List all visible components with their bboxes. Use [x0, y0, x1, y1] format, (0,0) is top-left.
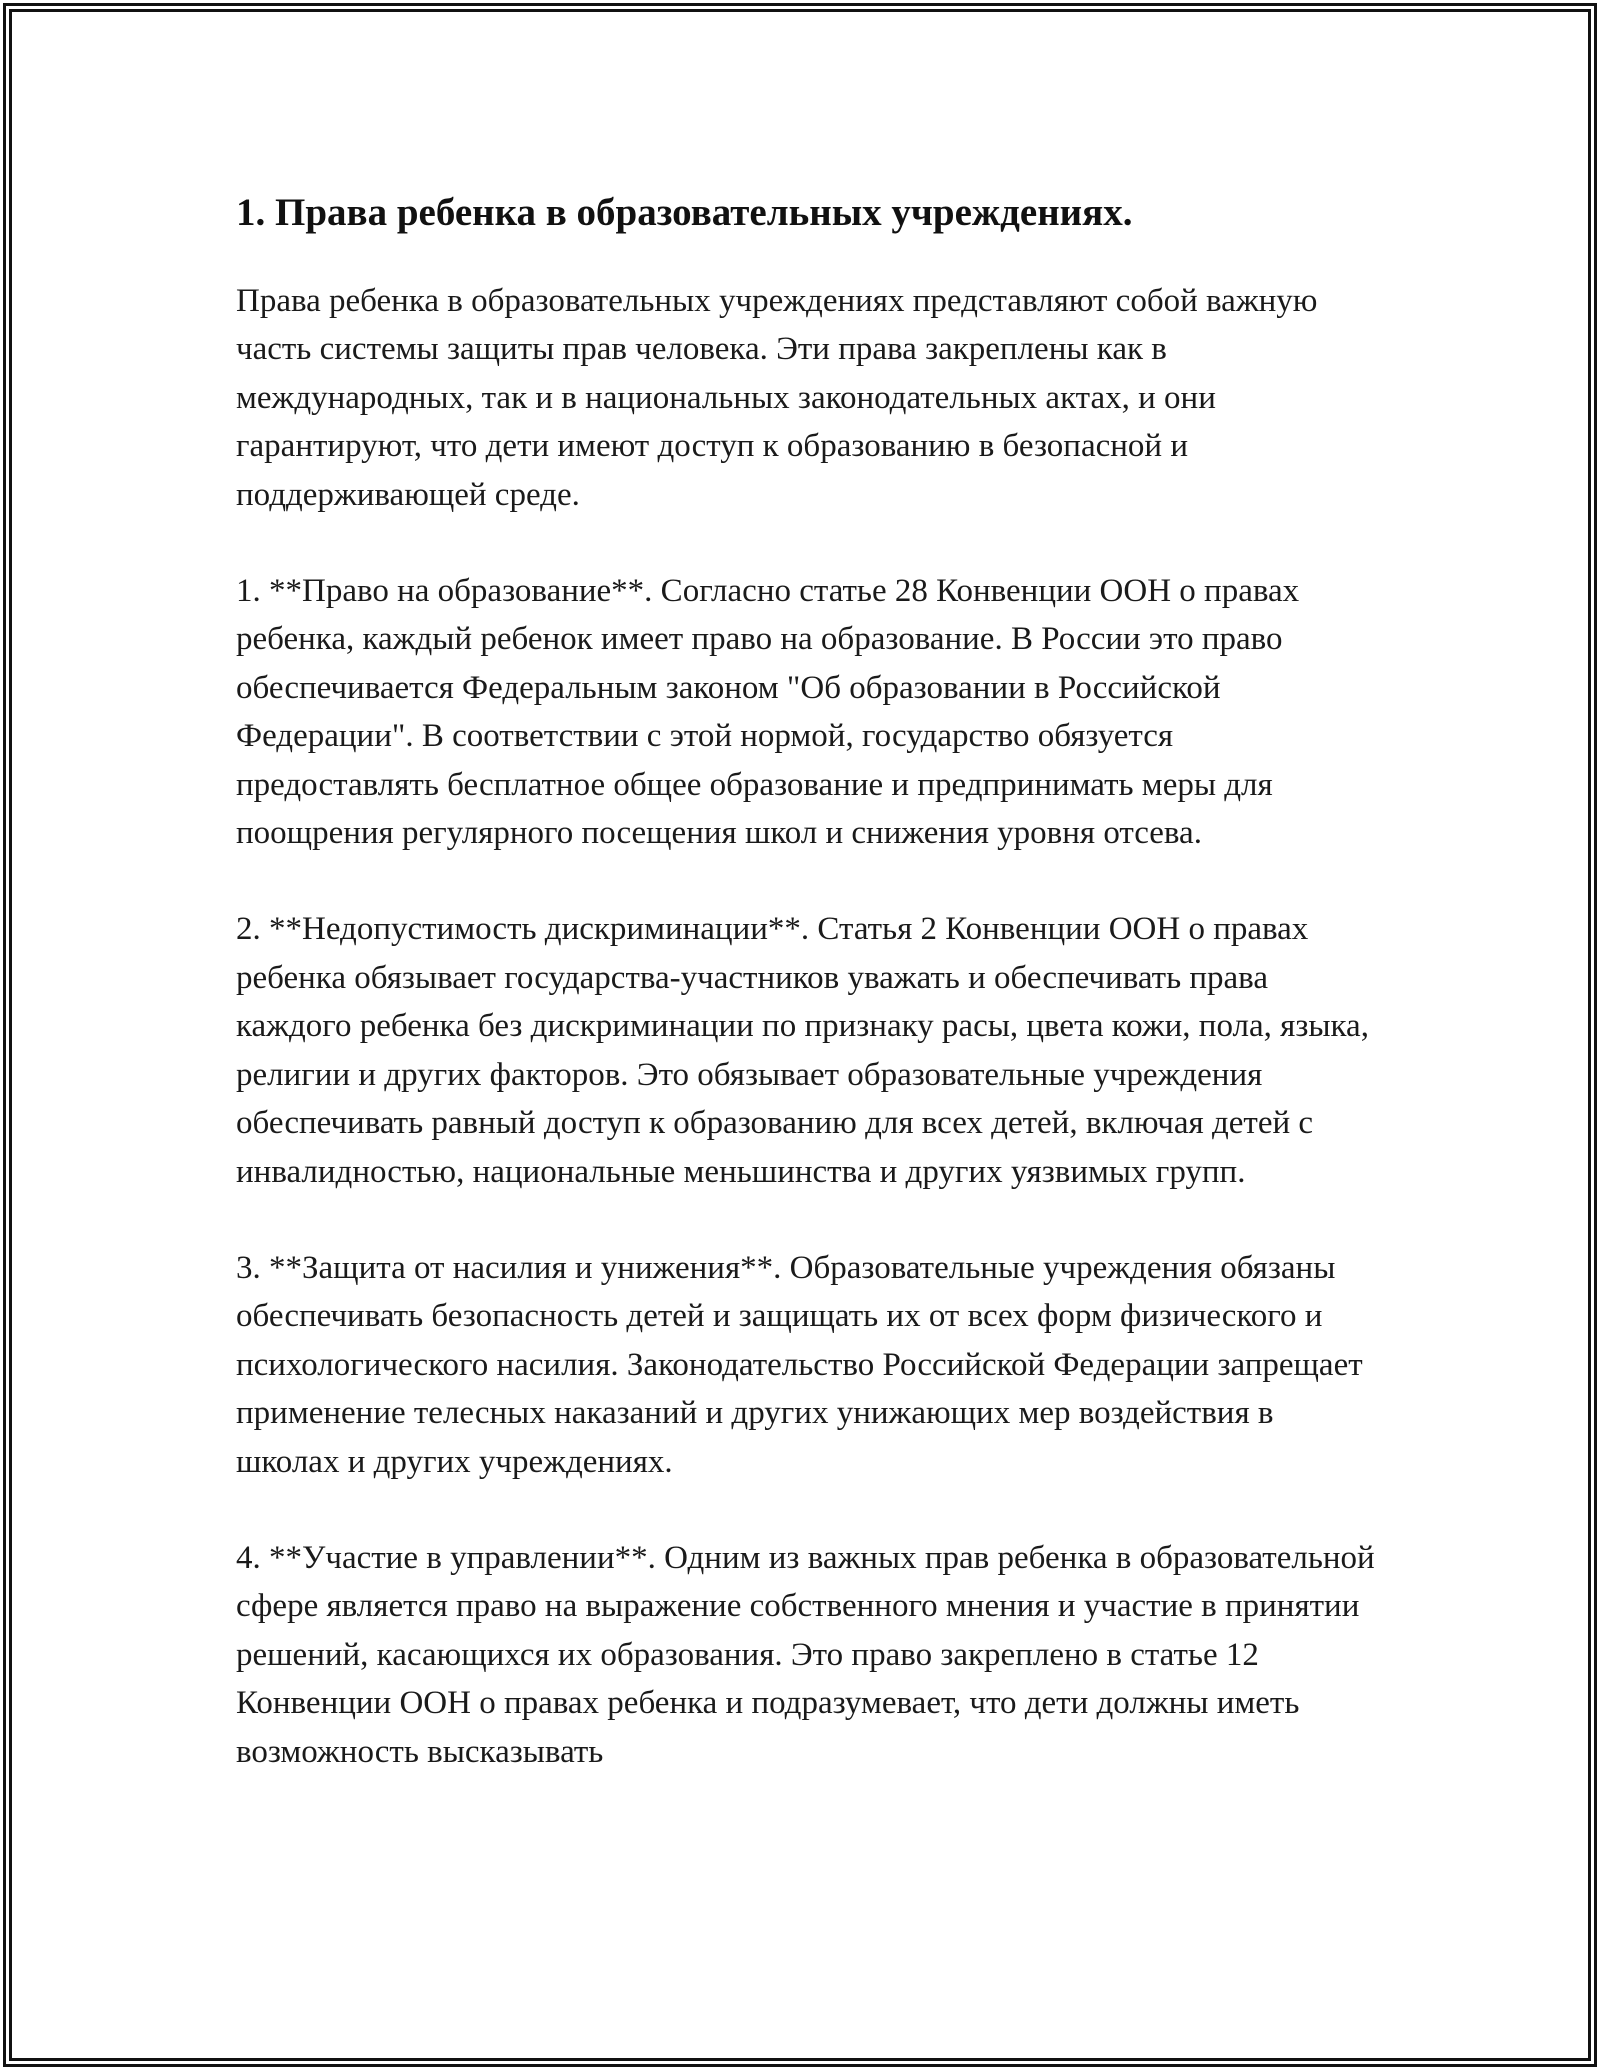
paragraph-protection-from-violence: 3. **Защита от насилия и унижения**. Образовательные учреждения обязаны обеспечивать безопасность детей и защищать их от всех форм физического и психологического насилия. Законодательство Российской Федерации запрещает применение телесных наказаний и других унижающих мер воздействия в школах и других учреждениях. — [236, 1249, 1363, 1480]
document-page — [236, 185, 1376, 1824]
paragraph-right-to-education: 1. **Право на образование**. Согласно статье 28 Конвенции ООН о правах ребенка, каждый ребенок имеет право на образование. В России это право обеспечивается Федеральным законом "Об образовании в Российской Федерации". В соответствии с этой нормой, государство обязуется предоставлять бесплатное общее образование и предпринимать меры для поощрения регулярного посещения школ и снижения уровня отсева. — [236, 573, 1300, 852]
intro-paragraph: Права ребенка в образовательных учреждениях представляют собой важную часть системы защиты прав человека. Эти права закреплены как в международных, так и в национальных законодательных актах, и они гарантируют, что дети имеют доступ к образованию в безопасной и поддерживающей среде. — [236, 283, 1318, 513]
section-heading: 1. Права ребенка в образовательных учреждениях. — [236, 191, 1133, 234]
paragraph-participation-in-governance: 4. **Участие в управлении**. Одним из важных прав ребенка в образовательной сфере является право на выражение собственного мнения и участие в принятии решений, касающихся их образования. Это право закреплено в статье 12 Конвенции ООН о правах ребенка и подразумевает, что дети должны иметь возможность высказывать — [236, 1539, 1375, 1770]
paragraph-non-discrimination: 2. **Недопустимость дискриминации**. Статья 2 Конвенции ООН о правах ребенка обязывает государства-участников уважать и обеспечивать права каждого ребенка без дискриминации по признаку расы, цвета кожи, пола, языка, религии и других факторов. Это обязывает образовательные учреждения обеспечивать равный доступ к образованию для всех детей, включая детей с инвалидностью, национальные меньшинства и других уязвимых групп. — [236, 911, 1369, 1190]
